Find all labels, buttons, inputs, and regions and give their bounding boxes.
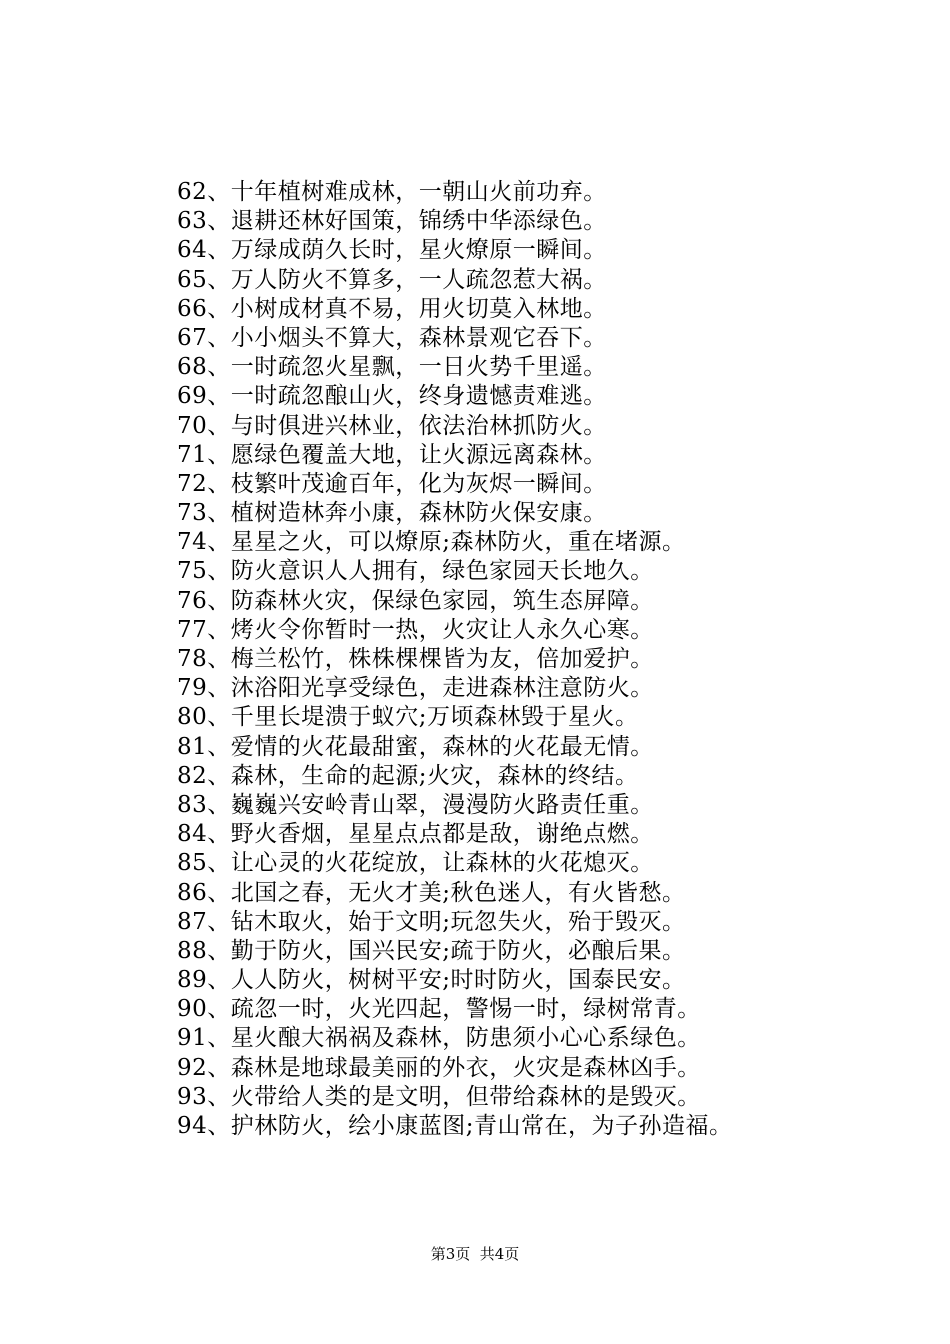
slogan-line: 77、烤火令你暂时一热，火灾让人永久心寒。 xyxy=(177,616,654,643)
slogan-line: 86、北国之春，无火才美;秋色迷人，有火皆愁。 xyxy=(177,879,686,906)
slogan-line: 63、退耕还林好国策，锦绣中华添绿色。 xyxy=(177,208,607,235)
slogan-line: 67、小小烟头不算大，森林景观它吞下。 xyxy=(177,324,607,351)
slogan-line: 75、防火意识人人拥有，绿色家园天长地久。 xyxy=(177,558,654,585)
slogan-line: 94、护林防火，绘小康蓝图;青山常在，为子孙造福。 xyxy=(177,1113,733,1139)
slogan-line: 91、星火酿大祸祸及森林，防患须小心心系绿色。 xyxy=(177,1025,701,1052)
slogan-line: 83、巍巍兴安岭青山翠，漫漫防火路责任重。 xyxy=(177,791,654,818)
slogan-line: 74、星星之火，可以燎原;森林防火，重在堵源。 xyxy=(177,529,686,556)
slogan-line: 64、万绿成荫久长时，星火燎原一瞬间。 xyxy=(177,237,607,264)
slogan-line: 68、一时疏忽火星飘，一日火势千里遥。 xyxy=(177,354,607,381)
slogan-line: 79、沐浴阳光享受绿色，走进森林注意防火。 xyxy=(177,675,654,702)
page-footer: 第3页 共4页 xyxy=(430,1245,520,1263)
slogan-line: 87、钻木取火，始于文明;玩忽失火，殆于毁灭。 xyxy=(177,908,686,935)
slogan-line: 71、愿绿色覆盖大地，让火源远离森林。 xyxy=(177,441,607,468)
slogan-line: 92、森林是地球最美丽的外衣，火灾是森林凶手。 xyxy=(177,1054,701,1081)
slogan-line: 69、一时疏忽酿山火，终身遗憾责难逃。 xyxy=(177,383,607,410)
slogan-line: 88、勤于防火，国兴民安;疏于防火，必酿后果。 xyxy=(177,937,686,964)
slogan-line: 65、万人防火不算多，一人疏忽惹大祸。 xyxy=(177,266,607,293)
slogan-line: 66、小树成材真不易，用火切莫入林地。 xyxy=(177,295,607,322)
slogan-line: 85、让心灵的火花绽放，让森林的火花熄灭。 xyxy=(177,850,654,877)
slogan-line: 84、野火香烟，星星点点都是敌，谢绝点燃。 xyxy=(177,821,654,848)
slogan-line: 76、防森林火灾，保绿色家园，筑生态屏障。 xyxy=(177,587,654,614)
slogan-line: 90、疏忽一时，火光四起，警惕一时，绿树常青。 xyxy=(177,996,701,1023)
slogan-line: 81、爱情的火花最甜蜜，森林的火花最无情。 xyxy=(177,733,654,760)
slogan-line: 62、十年植树难成林，一朝山火前功弃。 xyxy=(177,179,607,205)
slogan-line: 82、森林，生命的起源;火灾，森林的终结。 xyxy=(177,762,639,789)
slogan-line: 70、与时俱进兴林业，依法治林抓防火。 xyxy=(177,412,607,439)
slogan-line: 89、人人防火，树树平安;时时防火，国泰民安。 xyxy=(177,967,686,994)
slogan-line: 78、梅兰松竹，株株棵棵皆为友，倍加爱护。 xyxy=(177,646,654,672)
slogan-line: 72、枝繁叶茂逾百年，化为灰烬一瞬间。 xyxy=(177,470,607,497)
slogan-list xyxy=(177,178,877,1141)
slogan-line: 80、千里长堤溃于蚁穴;万顷森林毁于星火。 xyxy=(177,704,639,731)
slogan-line: 93、火带给人类的是文明，但带给森林的是毁灭。 xyxy=(177,1083,701,1110)
slogan-line: 73、植树造林奔小康，森林防火保安康。 xyxy=(177,500,607,527)
